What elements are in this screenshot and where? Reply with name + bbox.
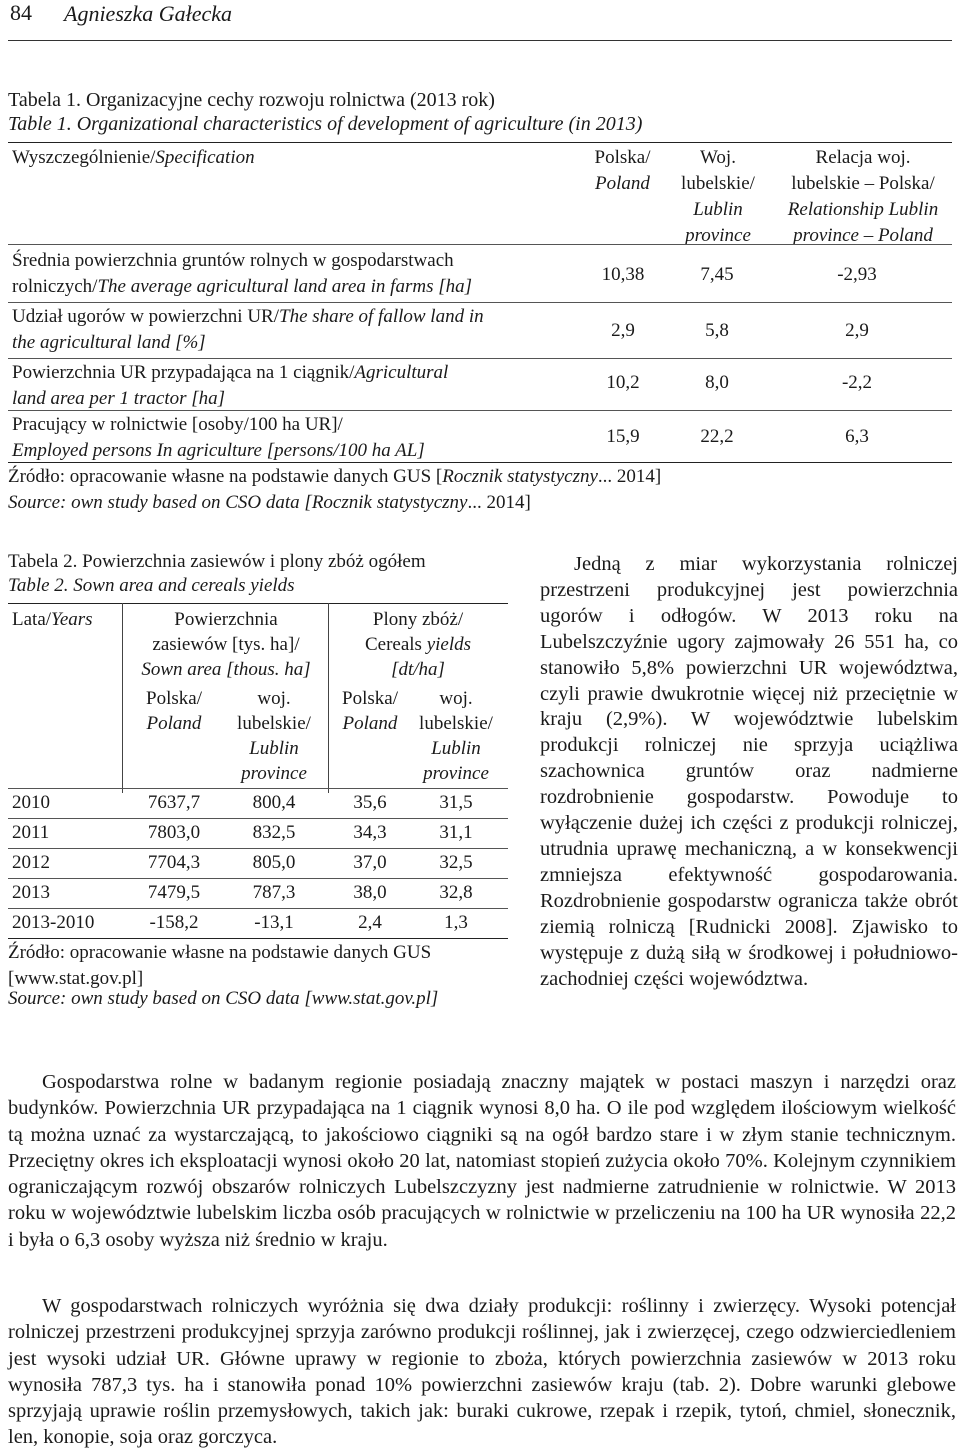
table2-cell: 7637,7 xyxy=(147,792,201,813)
header-rule xyxy=(8,40,952,41)
col-poland-en: Poland xyxy=(595,173,650,194)
table2-vline xyxy=(122,603,123,793)
yield-h2-pl: Cereals xyxy=(364,634,427,655)
src2c: ... 2014] xyxy=(467,492,531,513)
table2-cell: 34,3 xyxy=(353,822,387,843)
table1-top-rule xyxy=(8,142,952,143)
col-rel-pl1: Relacja woj. xyxy=(815,147,911,168)
table2-cell: 832,5 xyxy=(252,822,296,843)
body-paragraph-1: Gospodarstwa rolne w badanym regionie posiadają znaczny majątek w postaci maszyn i narzędzi oraz budynków. Powierzchnia UR przypadająca na 1 ciągnik wynosi 8,0 ha. O ile pod względem ilościowym wielkość tą można uznać za wystarczającą, to jakościowo ciągniki są na ogół bardzo stare i w złym stanie technicznym. Przeciętny okres ich eksploatacji wynosi około 20 lat, natomiast stopień zużycia około 70%. Kolejnym czynnikiem ograniczającym rozwój obszarów rolniczych Lubelszczyzny jest nadmierne zatrudnienie w rolnictwie. W 2013 roku w województwie lubelskim liczba osób pracujących w rolnictwie w przeliczeniu na 100 ha UR wynosiła 22,2 i była o 6,3 osoby wyższa niż średnio w kraju. xyxy=(8,1071,956,1251)
row3-en1: Agricultural xyxy=(354,362,449,383)
right-column-paragraph: Jedną z miar wykorzystania rolniczej przestrzeni produkcyjnej jest powierzchnia ugorów i odłogów. W 2013 roku na Lubelszczyźnie ugory zajmowały 26 551 ha, co stanowiło 5,8% powierzchni UR województwa, czyli prawie dwukrotnie więcej niż przeciętnie w kraju (2,9%). W województwie lubelskim produkcji rolniczej nie sprzyja uciążliwa szachownica gruntów oraz nadmierne rozdrobnienie gospodarstw. Powoduje to wyłączenie dużej ich części z produkcji rolniczej, utrudnia uprawę mechaniczną, a w konsekwencji zmniejsza efektywność gospodarowania. Rozdrobnienie gospodarstw ogranicza także obrót ziemią rolniczą [Rudnicki 2008]. Zjawisko to występuje z dużą siłą w środkowej i południowo-zachodniej części województwa. xyxy=(540,553,958,990)
table2-area-header xyxy=(124,607,328,682)
table1-col-poland xyxy=(580,145,665,197)
row1-line1: Średnia powierzchnia gruntów rolnych w gospodarstwach xyxy=(12,250,454,271)
area-h2: zasiewów [tys. ha]/ xyxy=(152,634,300,655)
row1-line2 xyxy=(12,274,572,300)
table1-source-pl xyxy=(8,464,661,490)
ap-en: Poland xyxy=(146,713,202,734)
row1-pl: rolniczych/ xyxy=(12,276,98,297)
table1-spec-header xyxy=(12,145,255,171)
table2-area-poland-header xyxy=(124,686,224,736)
area-h3: Sown area [thous. ha] xyxy=(141,659,311,680)
table1-row-3-lublin: 8,0 xyxy=(705,372,729,393)
yield-h3: [dt/ha] xyxy=(391,659,445,680)
area-h1: Powierzchnia xyxy=(174,609,278,630)
row4-pl: Pracujący w rolnictwie [osoby/100 ha UR]/ xyxy=(12,414,343,435)
yl-4: province xyxy=(423,763,489,784)
col-lublin-pl1: Woj. xyxy=(700,147,736,168)
row3-pl: Powierzchnia UR przypadająca na 1 ciągnik/ xyxy=(12,362,355,383)
row3-line1 xyxy=(12,360,572,386)
table1-row-4-lublin: 22,2 xyxy=(700,426,734,447)
table1-row-2-relation: 2,9 xyxy=(845,320,869,341)
table1-row-1-label xyxy=(12,248,572,300)
spec-pl: Wyszczególnienie/ xyxy=(12,147,156,168)
src2a: Source: own study based on CSO data [ xyxy=(8,492,312,513)
yl-3: Lublin xyxy=(431,738,481,759)
row1-en: The average agricultural land area in farms [ha] xyxy=(97,276,473,297)
col-lublin-en2: province xyxy=(685,225,751,246)
col-poland-pl: Polska/ xyxy=(594,147,651,168)
table2-cell: 35,6 xyxy=(353,792,387,813)
src1b: Rocznik statystyczny xyxy=(442,466,598,487)
row2-pl: Udział ugorów w powierzchni UR/ xyxy=(12,306,279,327)
yield-h2 xyxy=(330,632,506,657)
src1c: ... 2014] xyxy=(597,466,662,487)
table2-cell: 2,4 xyxy=(358,912,382,933)
table2-top-rule xyxy=(8,603,508,604)
years-pl: Lata/ xyxy=(12,609,52,630)
table2-cell: 800,4 xyxy=(252,792,296,813)
table2-bottom-rule xyxy=(8,938,508,939)
table1-row-rule xyxy=(8,358,952,359)
col-lublin-en1: Lublin xyxy=(693,199,743,220)
table1-row-3-relation: -2,2 xyxy=(841,372,873,393)
table2-area-lublin-header xyxy=(220,686,328,786)
yl-1: woj. xyxy=(439,688,473,709)
yield-h1: Plony zbóż/ xyxy=(372,609,464,630)
table2-caption-en: Table 2. Sown area and cereals yields xyxy=(8,575,295,596)
table2-cell: 31,1 xyxy=(439,822,473,843)
table1-row-3-label xyxy=(12,360,572,412)
table2-cell: -13,1 xyxy=(254,912,294,933)
al-3: Lublin xyxy=(249,738,299,759)
table2-cell: 32,5 xyxy=(439,852,473,873)
running-header-author: Agnieszka Gałecka xyxy=(64,1,232,26)
al-1: woj. xyxy=(257,688,291,709)
table2-cell: 7479,5 xyxy=(147,882,201,903)
yp-pl: Polska/ xyxy=(342,688,398,709)
table2-cell: 7704,3 xyxy=(147,852,201,873)
table1-row-4-label xyxy=(12,412,572,464)
table2-source-en: Source: own study based on CSO data [www.stat.gov.pl] xyxy=(8,988,439,1009)
table1-header-rule xyxy=(8,244,952,245)
table1-row-3-poland: 10,2 xyxy=(606,372,640,393)
table2-cell: 7803,0 xyxy=(147,822,201,843)
table2-row-year: 2011 xyxy=(12,822,50,843)
page-number: 84 xyxy=(10,0,32,25)
table1-row-1-lublin: 7,45 xyxy=(700,264,734,285)
table1-row-rule xyxy=(8,302,952,303)
table1-row-1-poland: 10,38 xyxy=(601,264,645,285)
table1-bottom-rule xyxy=(8,462,952,463)
table2-cell: -158,2 xyxy=(149,912,199,933)
table1-col-relation xyxy=(770,145,956,249)
table2-years-header xyxy=(12,607,93,632)
table2-row-year: 2010 xyxy=(12,792,50,813)
yield-h2-en: yields xyxy=(426,634,472,655)
row2-en2: the agricultural land [%] xyxy=(12,332,206,353)
table1-col-lublin xyxy=(668,145,768,249)
yl-2: lubelskie/ xyxy=(419,713,493,734)
col-rel-en1: Relationship Lublin xyxy=(787,199,939,220)
table2-yield-poland-header xyxy=(330,686,410,736)
table1-row-2-poland: 2,9 xyxy=(611,320,635,341)
table2-cell: 787,3 xyxy=(252,882,296,903)
table2-yield-lublin-header xyxy=(404,686,508,786)
table1-caption-en: Table 1. Organizational characteristics of development of agriculture (in 2013) xyxy=(8,113,643,135)
ap-pl: Polska/ xyxy=(146,688,202,709)
table2-row-year: 2013 xyxy=(12,882,50,903)
table2-source-pl: Źródło: opracowanie własne na podstawie danych GUS [www.stat.gov.pl] xyxy=(8,942,432,989)
al-4: province xyxy=(241,763,307,784)
row2-line1 xyxy=(12,304,572,330)
table2-caption-pl: Tabela 2. Powierzchnia zasiewów i plony zbóż ogółem xyxy=(8,551,426,572)
table2-yield-header xyxy=(330,607,506,682)
table1-row-4-relation: 6,3 xyxy=(845,426,869,447)
body-paragraph-2: W gospodarstwach rolniczych wyróżnia się dwa działy produkcji: roślinny i zwierzęcy. Wysoki potencjał rolniczej przestrzeni produkcyjnej sprzyja zarówno produkcji roślinnej, jak i zwierzęcej, czego odzwierciedleniem jest wysoki udział UR. Główne uprawy w regionie to zboża, których powierzchnia zasiewów w 2013 roku wynosiła 787,3 tys. ha i stanowiła ponad 10% powierzchni zasiewów kraju (tab. 2). Dobre warunki glebowe sprzyjają uprawie roślin przemysłowych, takich jak: buraki cukrowe, rzepak i rzepik, tytoń, chmiel, słonecznik, len, konopie, soja oraz gorczyca. xyxy=(8,1295,956,1449)
col-rel-pl2: lubelskie – Polska/ xyxy=(791,173,935,194)
al-2: lubelskie/ xyxy=(237,713,311,734)
table2-cell: 1,3 xyxy=(444,912,468,933)
table2-row-year: 2013-2010 xyxy=(12,912,95,933)
table1-row-4-poland: 15,9 xyxy=(606,426,640,447)
table2-cell: 37,0 xyxy=(353,852,387,873)
table1-source-en xyxy=(8,490,531,516)
row2-en1: The share of fallow land in xyxy=(279,306,484,327)
table2-cell: 805,0 xyxy=(252,852,296,873)
row3-en2: land area per 1 tractor [ha] xyxy=(12,388,226,409)
years-en: Years xyxy=(51,609,93,630)
col-lublin-pl2: lubelskie/ xyxy=(681,173,755,194)
row4-en: Employed persons In agriculture [persons/100 ha AL] xyxy=(12,440,425,461)
table2-cell: 38,0 xyxy=(353,882,387,903)
table2-row-year: 2012 xyxy=(12,852,50,873)
src1a: Źródło: opracowanie własne na podstawie danych GUS [ xyxy=(8,466,443,487)
src2b: Rocznik statystyczny xyxy=(311,492,468,513)
table1-row-2-label xyxy=(12,304,572,356)
table2-vline xyxy=(328,603,329,793)
table1-row-1-relation: -2,93 xyxy=(837,264,877,285)
table2-cell: 32,8 xyxy=(439,882,473,903)
yp-en: Poland xyxy=(342,713,398,734)
table1-row-rule xyxy=(8,410,952,411)
table1-row-2-lublin: 5,8 xyxy=(705,320,729,341)
table1-caption-pl: Tabela 1. Organizacyjne cechy rozwoju rolnictwa (2013 rok) xyxy=(8,89,495,111)
spec-en: Specification xyxy=(155,147,255,168)
table2-cell: 31,5 xyxy=(439,792,473,813)
col-rel-en2: province – Poland xyxy=(793,225,933,246)
